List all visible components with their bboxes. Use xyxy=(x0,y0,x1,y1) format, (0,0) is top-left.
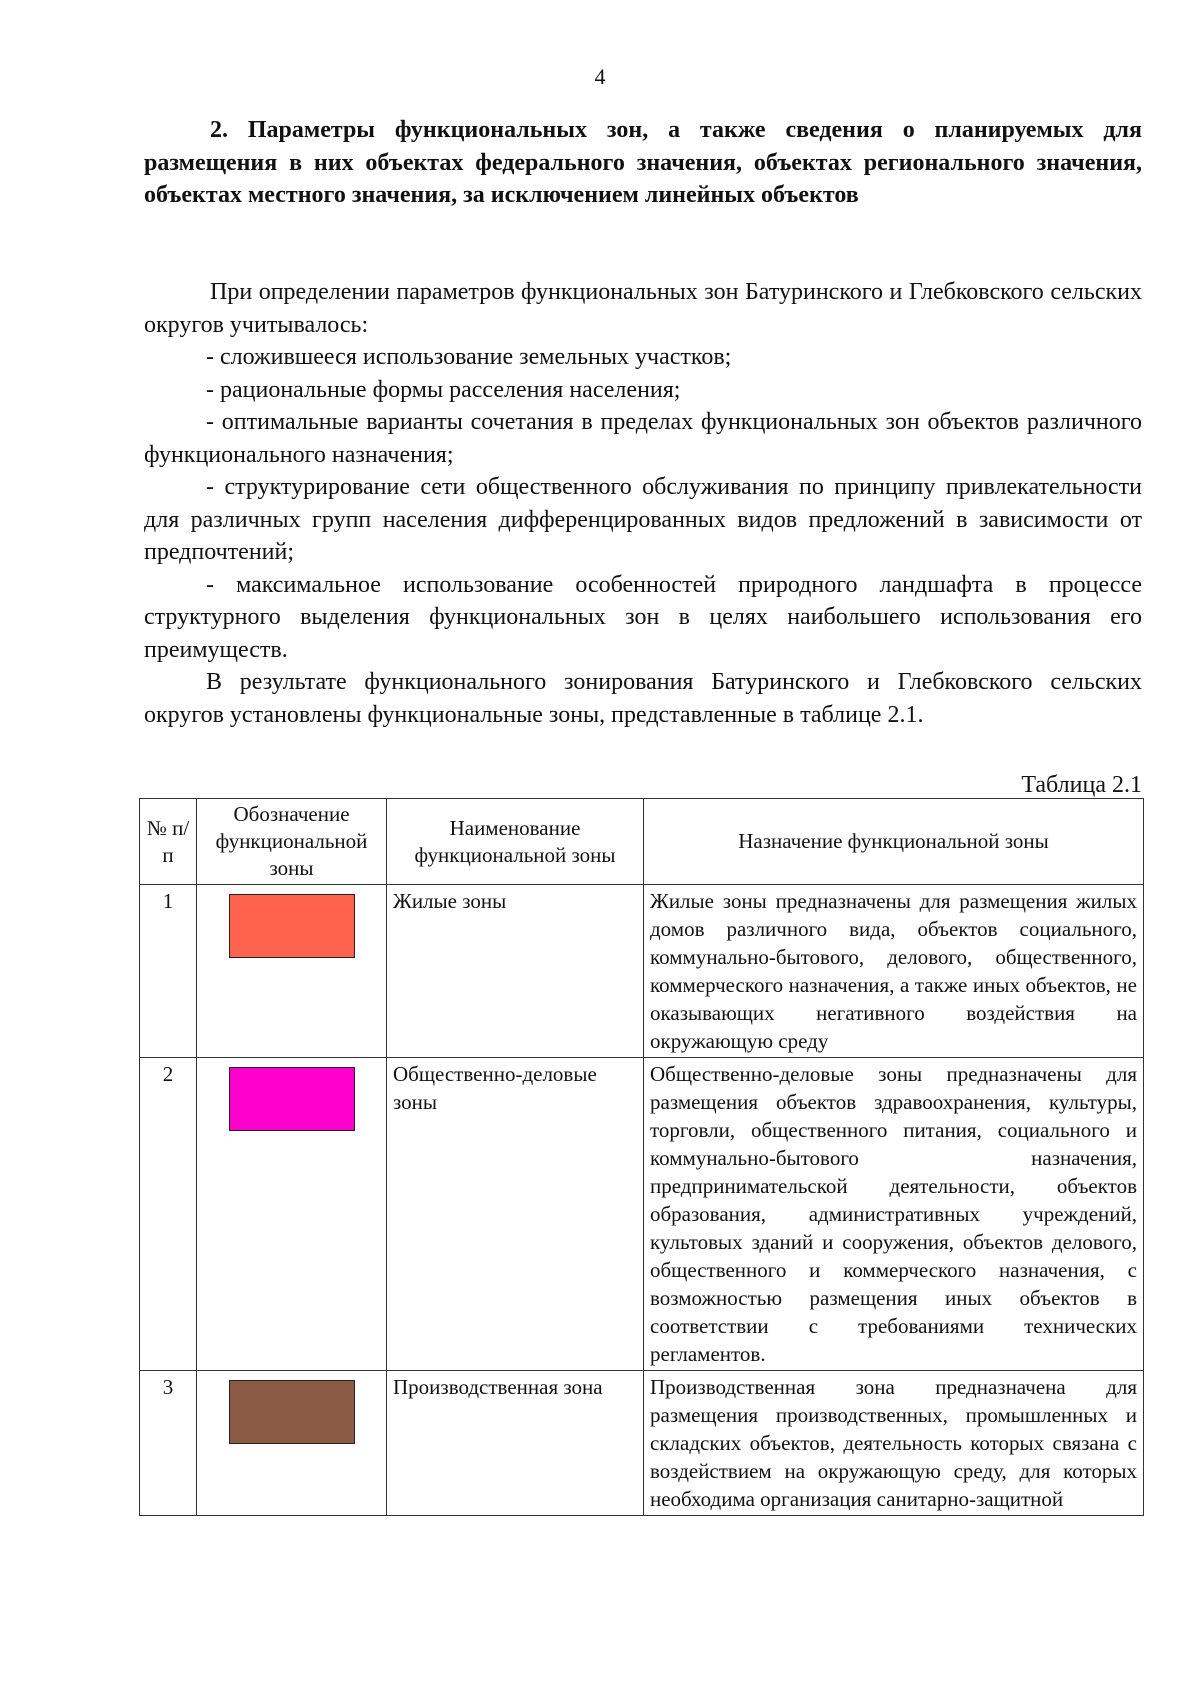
header-name: Наименование функциональной зоны xyxy=(387,799,644,885)
table-row xyxy=(140,885,1144,1058)
row-num: 1 xyxy=(140,885,197,1058)
page-number: 4 xyxy=(594,64,606,89)
table-row xyxy=(140,1371,1144,1516)
row-name: Общественно-деловые зоны xyxy=(387,1058,644,1371)
row-name: Жилые зоны xyxy=(387,885,644,1058)
row-name: Производственная зона xyxy=(387,1371,644,1516)
row-purpose: Общественно-деловые зоны предназначены для размещения объектов здравоохранения, культуры, торговли, общественного питания, социального и коммунально-бытового назначения, предпринимательской деятельности, объектов образования, административных учреждений, культовых зданий и сооружения, объектов делового, общественного и коммерческого назначения, с возможностью размещения иных объектов в соответствии с требованиями технических регламентов. xyxy=(644,1058,1144,1371)
header-purpose: Назначение функциональной зоны xyxy=(644,799,1144,885)
row-designation xyxy=(197,1371,387,1516)
table-caption: Таблица 2.1 xyxy=(1021,772,1142,798)
zone-color-swatch xyxy=(229,894,355,958)
intro-paragraph: При определении параметров функциональных зон Батуринского и Глебковского сельских округов учитывалось: xyxy=(144,279,1142,338)
section-heading xyxy=(144,114,1142,212)
row-purpose: Производственная зона предназначена для размещения производственных, промышленных и складских объектов, деятельность которых связана с воздействием на окружающую среду, для которых необходима организация санитарно-защитной xyxy=(644,1371,1144,1516)
bullet-item: - структурирование сети общественного обслуживания по принципу привлекательности для различных групп населения дифференцированных видов предложений в зависимости от предпочтений; xyxy=(144,474,1142,565)
body-text xyxy=(144,276,1142,731)
result-paragraph: В результате функционального зонирования Батуринского и Глебковского сельских округов установлены функциональные зоны, представленные в таблице 2.1. xyxy=(144,669,1142,728)
table-header-row xyxy=(140,799,1144,885)
zone-color-swatch xyxy=(229,1380,355,1444)
row-designation xyxy=(197,885,387,1058)
bullet-item: - сложившееся использование земельных участков; xyxy=(206,344,732,370)
section-heading-text: 2. Параметры функциональных зон, а также сведения о планируемых для размещения в них объектах федерального значения, объектах регионального значения, объектах местного значения, за исключением линейных объектов xyxy=(144,117,1142,208)
row-designation xyxy=(197,1058,387,1371)
bullet-item: - рациональные формы расселения населения; xyxy=(206,376,681,403)
header-num: № п/п xyxy=(140,799,197,885)
bullet-item: - максимальное использование особенностей природного ландшафта в процессе структурного выделения функциональных зон в целях наибольшего использования его преимуществ. xyxy=(144,571,1142,663)
table-row xyxy=(140,1058,1144,1371)
zones-table xyxy=(139,798,1144,1516)
row-purpose: Жилые зоны предназначены для размещения жилых домов различного вида, объектов социального, коммунально-бытового, делового, общественного, коммерческого назначения, а также иных объектов, не оказывающих негативного воздействия на окружающую среду xyxy=(644,885,1144,1058)
bullet-item: - оптимальные варианты сочетания в пределах функциональных зон объектов различного функционального назначения; xyxy=(144,409,1142,468)
row-num: 3 xyxy=(140,1371,197,1516)
header-designation: Обозначение функциональной зоны xyxy=(197,799,387,885)
zone-color-swatch xyxy=(229,1067,355,1131)
row-num: 2 xyxy=(140,1058,197,1371)
